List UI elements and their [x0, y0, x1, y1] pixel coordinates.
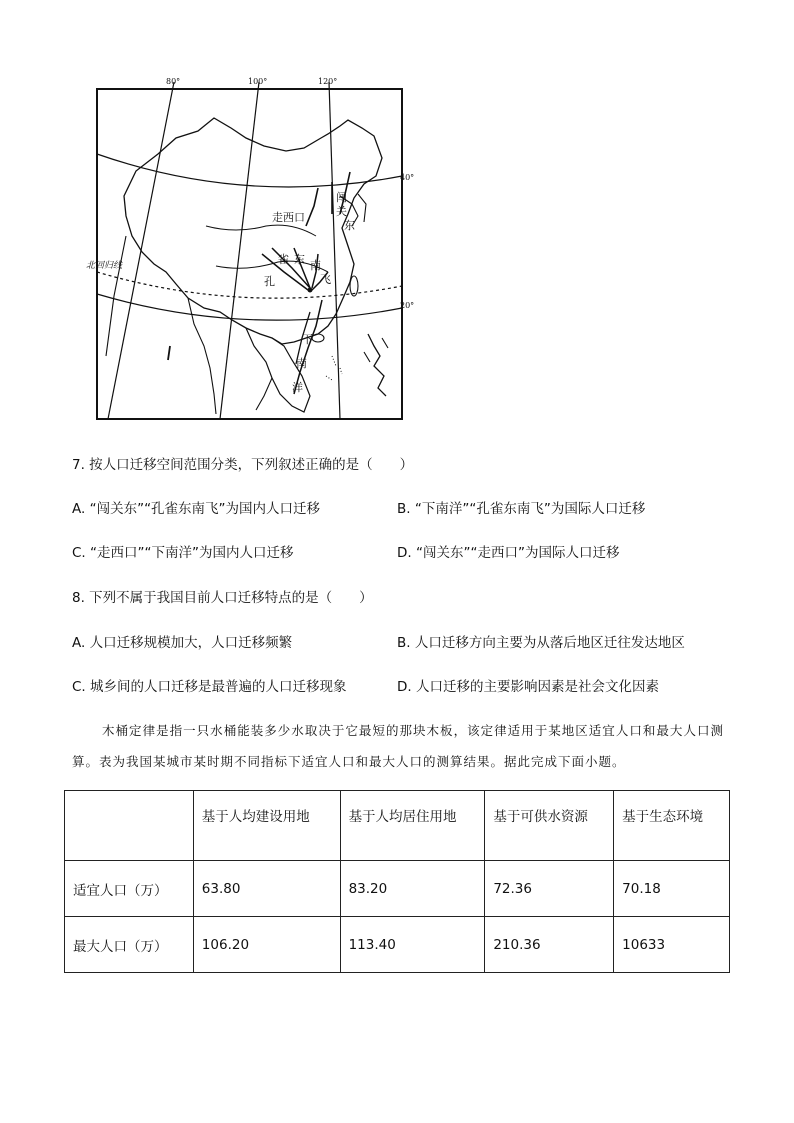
label-guan: 关 [336, 205, 347, 218]
population-table [64, 790, 730, 973]
q8-option-a[interactable]: A. 人口迁移规模加大，人口迁移频繁 [72, 635, 293, 651]
passage-text: 木桶定律是指一只水桶能装多少水取决于它最短的那块木板，该定律适用于某地区适宜人口和最大人口测算。表为我国某城市某时期不同指标下适宜人口和最大人口的测算结果。据此完成下面小题。 [72, 723, 724, 769]
q8-option-c[interactable]: C. 城乡间的人口迁移是最普遍的人口迁移现象 [72, 679, 347, 695]
label-nan-2: 南 [296, 357, 307, 370]
lat-label-20: 20° [400, 301, 415, 310]
table-row [65, 917, 730, 973]
map-drawing [96, 76, 408, 424]
q7-option-d[interactable]: D. “闯关东”“走西口”为国际人口迁移 [397, 545, 620, 561]
label-dong: 东 [344, 219, 355, 232]
q7-option-c[interactable]: C. “走西口”“下南洋”为国内人口迁移 [72, 545, 294, 561]
label-zouxikou: 走西口 [272, 211, 305, 224]
label-fei: 飞 [320, 273, 331, 286]
table-cell: 63.80 [193, 861, 340, 917]
table-cell: 72.36 [485, 861, 614, 917]
table-cell: 70.18 [614, 861, 730, 917]
map-frame [97, 89, 402, 419]
migration-map [86, 76, 415, 424]
table-header-cell: 基于人均居住用地 [340, 791, 485, 861]
question-8-stem: 8. 下列不属于我国目前人口迁移特点的是（ ） [72, 590, 373, 606]
label-xia: 下 [302, 333, 313, 346]
label-kong: 孔 [264, 275, 275, 288]
table-cell: 210.36 [485, 917, 614, 973]
route-xianyang [294, 300, 322, 394]
label-chuang: 闯 [336, 191, 347, 204]
table-cell: 113.40 [340, 917, 485, 973]
q8-option-b[interactable]: B. 人口迁移方向主要为从落后地区迁往发达地区 [397, 635, 685, 651]
parallel-20 [97, 294, 402, 320]
table-header-cell: 基于可供水资源 [485, 791, 614, 861]
table-header-cell [65, 791, 194, 861]
table-cell: 106.20 [193, 917, 340, 973]
label-yang: 洋 [292, 381, 303, 394]
table-header-cell: 基于人均建设用地 [193, 791, 340, 861]
label-dong-2: 东 [294, 253, 305, 266]
row-label: 适宜人口（万） [65, 861, 194, 917]
label-que: 雀 [278, 253, 289, 266]
lon-label-100: 100° [248, 77, 268, 86]
table-header-cell: 基于生态环境 [614, 791, 730, 861]
table-header-row [65, 791, 730, 861]
lon-label-80: 80° [166, 77, 181, 86]
table-cell: 83.20 [340, 861, 485, 917]
q7-option-a[interactable]: A. “闯关东”“孔雀东南飞”为国内人口迁移 [72, 501, 321, 517]
lon-label-120: 120° [318, 77, 338, 86]
row-label: 最大人口（万） [65, 917, 194, 973]
q7-option-b[interactable]: B. “下南洋”“孔雀东南飞”为国际人口迁移 [397, 501, 646, 517]
q8-option-d[interactable]: D. 人口迁移的主要影响因素是社会文化因素 [397, 679, 659, 695]
meridian-100 [220, 82, 259, 419]
question-7-stem: 7. 按人口迁移空间范围分类，下列叙述正确的是（ ） [72, 457, 414, 473]
table-row [65, 861, 730, 917]
label-nan: 南 [310, 259, 321, 272]
route-zouxikou [306, 188, 318, 226]
hainan [312, 334, 324, 342]
tropic-label: 北回归线 [86, 261, 123, 271]
lat-label-40: 40° [400, 173, 415, 182]
philippines [368, 334, 386, 396]
table-cell: 10633 [614, 917, 730, 973]
